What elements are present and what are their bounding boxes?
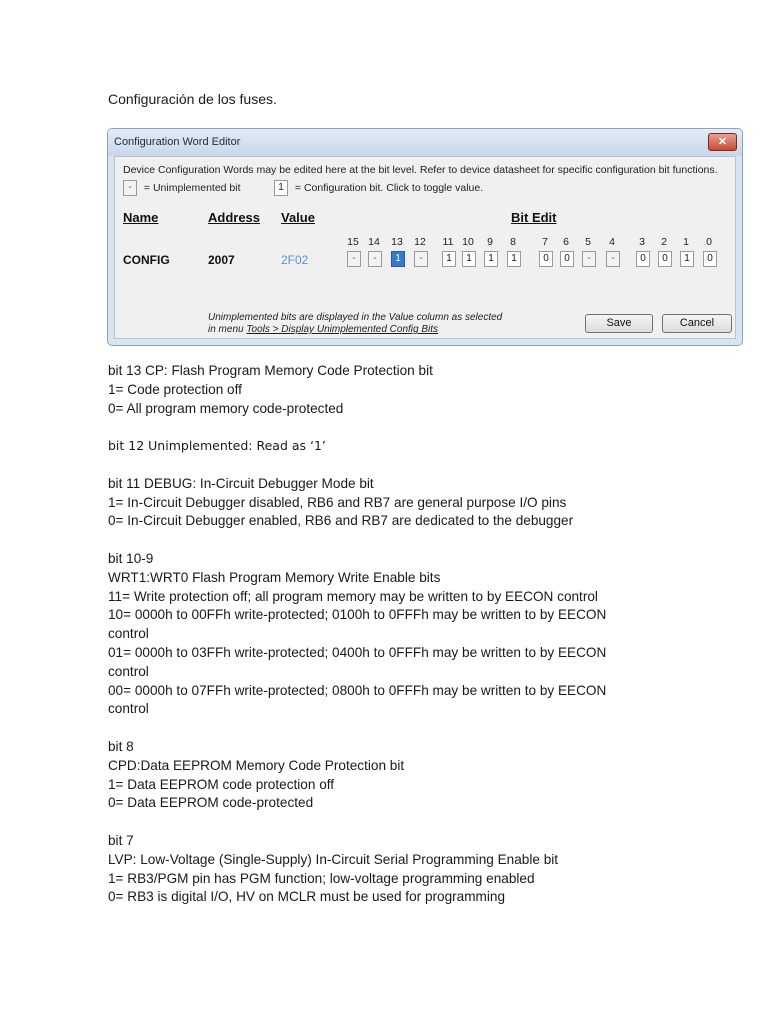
doc-line: control xyxy=(108,663,149,679)
doc-line: bit 10-9 xyxy=(108,550,154,566)
doc-line: 0= All program memory code-protected xyxy=(108,400,344,416)
bit-toggle-12: - xyxy=(414,251,428,267)
doc-line: bit 11 DEBUG: In-Circuit Debugger Mode bit xyxy=(108,475,374,491)
bit-toggle-11[interactable]: 1 xyxy=(442,251,456,267)
bit-toggle-10[interactable]: 1 xyxy=(462,251,476,267)
dialog-title: Configuration Word Editor xyxy=(114,136,241,148)
bit-toggle-15: - xyxy=(347,251,361,267)
legend-unimplemented-box: - xyxy=(123,180,137,196)
bit-number-11: 11 xyxy=(442,236,454,248)
header-bit-edit: Bit Edit xyxy=(511,210,557,225)
legend-unimplemented-text: = Unimplemented bit xyxy=(143,181,241,194)
doc-line: LVP: Low-Voltage (Single-Supply) In-Circuit Serial Programming Enable bit xyxy=(108,851,559,867)
doc-line: control xyxy=(108,701,149,717)
doc-line: 01= 0000h to 03FFh write-protected; 0400h to 0FFFh may be written to by EECON xyxy=(108,644,607,660)
dialog-titlebar[interactable] xyxy=(108,129,742,156)
bit-toggle-13[interactable]: 1 xyxy=(391,251,405,267)
close-icon[interactable]: ✕ xyxy=(708,133,737,151)
bit-number-6: 6 xyxy=(563,236,569,248)
config-row-value: 2F02 xyxy=(281,253,309,267)
doc-line: bit 12 Unimplemented: Read as ‘1’ xyxy=(108,438,326,454)
bit-number-5: 5 xyxy=(585,236,591,248)
header-address: Address xyxy=(208,210,261,225)
bit-toggle-0[interactable]: 0 xyxy=(703,251,717,267)
note-line-1: Unimplemented bits are displayed in the Value column as selected xyxy=(208,312,503,323)
doc-section xyxy=(108,738,668,813)
doc-line: 0= Data EEPROM code-protected xyxy=(108,795,314,811)
note-prefix: in menu xyxy=(208,324,247,335)
bit-number-9: 9 xyxy=(487,236,493,248)
bit-number-10: 10 xyxy=(462,236,474,248)
doc-section xyxy=(108,437,668,456)
doc-line: bit 8 xyxy=(108,738,134,754)
bit-toggle-6[interactable]: 0 xyxy=(560,251,574,267)
save-button[interactable]: Save xyxy=(585,314,653,333)
bit-toggle-5: - xyxy=(582,251,596,267)
legend-unimplemented xyxy=(123,180,241,196)
bit-toggle-4: - xyxy=(606,251,620,267)
header-name: Name xyxy=(123,210,159,225)
doc-section xyxy=(108,475,668,531)
document-body xyxy=(108,362,668,926)
bit-toggle-14: - xyxy=(368,251,382,267)
doc-line: 1= Data EEPROM code protection off xyxy=(108,776,335,792)
cancel-button[interactable]: Cancel xyxy=(662,314,732,333)
doc-line: CPD:Data EEPROM Memory Code Protection bit xyxy=(108,757,405,773)
config-word-editor-dialog xyxy=(107,128,743,346)
doc-line: 0= In-Circuit Debugger enabled, RB6 and RB7 are dedicated to the debugger xyxy=(108,513,574,529)
doc-line: 1= RB3/PGM pin has PGM function; low-voltage programming enabled xyxy=(108,870,535,886)
config-row-address: 2007 xyxy=(208,253,235,267)
doc-section xyxy=(108,832,668,907)
doc-section xyxy=(108,550,668,719)
bit-number-8: 8 xyxy=(510,236,516,248)
bit-number-15: 15 xyxy=(347,236,359,248)
doc-line: 00= 0000h to 07FFh write-protected; 0800h to 0FFFh may be written to by EECON xyxy=(108,682,607,698)
doc-line: bit 7 xyxy=(108,832,134,848)
bit-number-4: 4 xyxy=(609,236,615,248)
legend-config-bit-box: 1 xyxy=(274,180,288,196)
bit-toggle-1[interactable]: 1 xyxy=(680,251,694,267)
bit-number-0: 0 xyxy=(706,236,712,248)
bit-toggle-7[interactable]: 0 xyxy=(539,251,553,267)
bit-number-3: 3 xyxy=(639,236,645,248)
doc-line: bit 13 CP: Flash Program Memory Code Protection bit xyxy=(108,363,433,378)
legend-config-bit-text: = Configuration bit. Click to toggle value. xyxy=(294,181,484,194)
config-row-name: CONFIG xyxy=(123,253,170,267)
doc-line: 0= RB3 is digital I/O, HV on MCLR must be used for programming xyxy=(108,889,506,905)
dialog-intro: Device Configuration Words may be edited here at the bit level. Refer to device datasheet for specific configuration bit functions. xyxy=(123,164,718,176)
note-menu-link[interactable]: Tools > Display Unimplemented Config Bits xyxy=(246,324,439,335)
bit-toggle-2[interactable]: 0 xyxy=(658,251,672,267)
doc-line: 1= Code protection off xyxy=(108,381,242,397)
bit-number-7: 7 xyxy=(542,236,548,248)
bit-number-1: 1 xyxy=(683,236,689,248)
dialog-body xyxy=(114,156,736,339)
doc-line: 1= In-Circuit Debugger disabled, RB6 and RB7 are general purpose I/O pins xyxy=(108,494,567,510)
header-value: Value xyxy=(281,210,315,225)
bit-number-12: 12 xyxy=(414,236,426,248)
doc-line: 10= 0000h to 00FFh write-protected; 0100h to 0FFFh may be written to by EECON xyxy=(108,607,607,623)
bit-number-13: 13 xyxy=(391,236,403,248)
doc-line: 11= Write protection off; all program memory may be written to by EECON control xyxy=(108,588,598,604)
page-heading: Configuración de los fuses. xyxy=(108,91,277,107)
legend-config-bit xyxy=(274,180,483,196)
bit-toggle-3[interactable]: 0 xyxy=(636,251,650,267)
note-line-2 xyxy=(208,324,502,336)
bit-number-14: 14 xyxy=(368,236,380,248)
unimplemented-note xyxy=(208,312,502,336)
bit-toggle-8[interactable]: 1 xyxy=(507,251,521,267)
doc-line: control xyxy=(108,626,149,642)
doc-line: WRT1:WRT0 Flash Program Memory Write Enable bits xyxy=(108,569,441,585)
bit-number-2: 2 xyxy=(661,236,667,248)
doc-section xyxy=(108,362,668,418)
bit-toggle-9[interactable]: 1 xyxy=(484,251,498,267)
